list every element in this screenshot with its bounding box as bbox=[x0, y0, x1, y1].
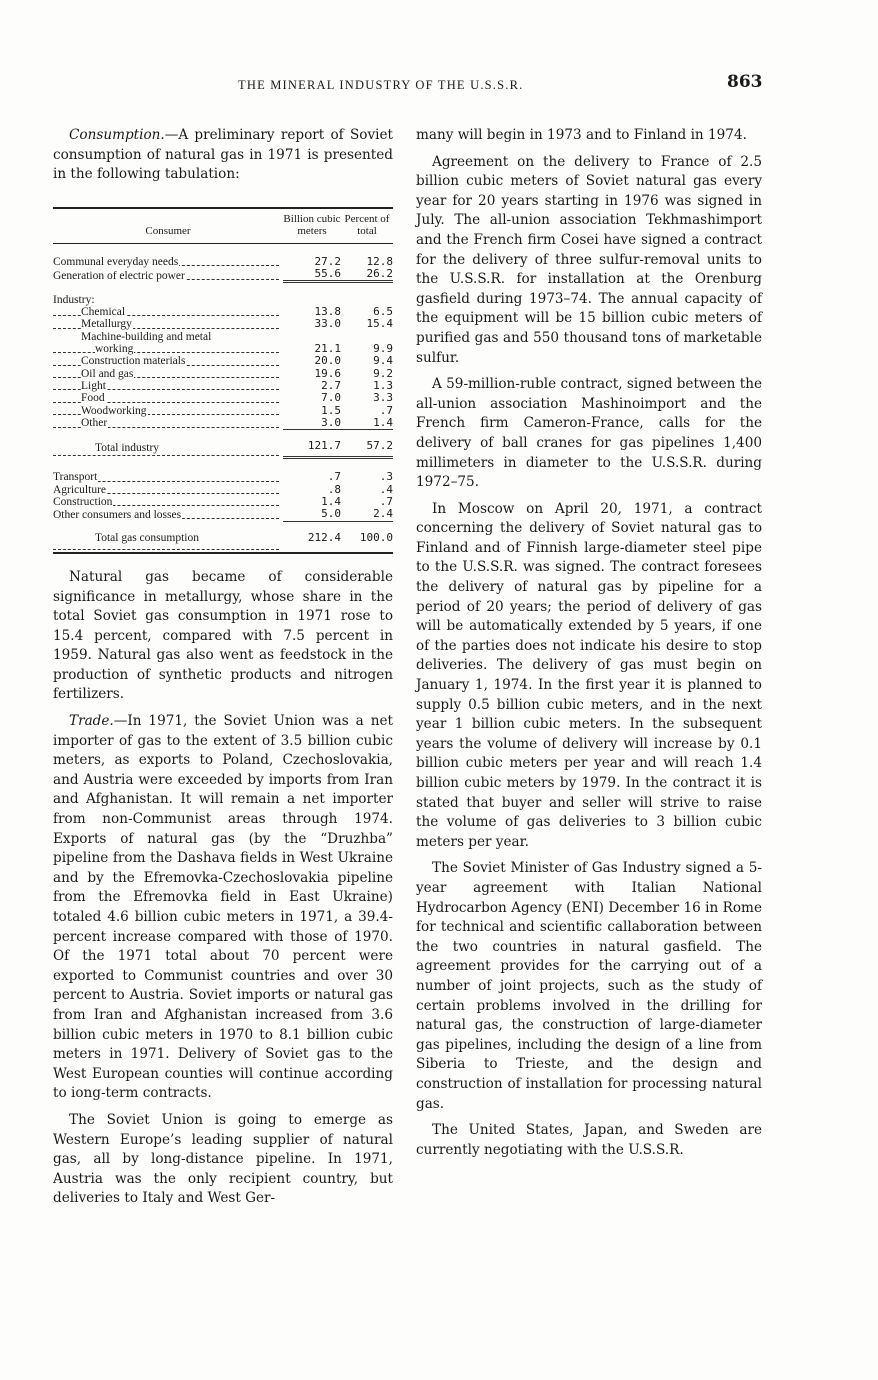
running-head: THE MINERAL INDUSTRY OF THE U.S.S.R. bbox=[238, 78, 524, 92]
ruble-contract-paragraph: A 59-million-ruble contract, signed between the all-union association Mashinoimport and the French firm Cameron-France, calls for the delivery of ball cranes for gas pipelines 1,400 millimeters in diameter to the U.S.S.R. during 1972–75. bbox=[416, 376, 762, 491]
left-column bbox=[53, 126, 393, 1209]
table-row-total-industry: Total industry 121.7 57.2 bbox=[53, 430, 393, 458]
table-row: working 21.1 9.9 bbox=[53, 343, 393, 355]
column-header-billion: Billion cubic meters bbox=[283, 208, 341, 244]
consumption-table bbox=[53, 207, 393, 554]
moscow-contract-paragraph: In Moscow on April 20, 1971, a contract concerning the delivery of Soviet natural gas to Finland and of Finnish large-diameter steel pipe to the U.S.S.R. was signed. The contract foresees the delivery of natural gas by pipeline for a period of 20 years; the period of delivery of gas will be automatically extended by 5 years, if one of the parties does not indicate his desire to stop deliveries. The delivery of gas must begin on January 1, 1974. In the first year it is planned to supply 0.5 billion cubic meters, and in the next year 1 billion cubic meters. In the subsequent years the volume of delivery will increase by 0.1 billion cubic meters per year and will reach 1.4 billion cubic meters by 1979. In the contract it is stated that buyer and seller will strive to raise the volume of gas deliveries to 3 billion cubic meters per year. bbox=[416, 500, 762, 850]
france-paragraph: Agreement on the delivery to France of 2.5 billion cubic meters of Soviet natural gas every year for 20 years starting in 1976 was signed in July. The all-union association Tekhmashimport and the French firm Cosei have signed a contract for the delivery of three sulfur-removal units to the U.S.S.R. for installation at the Orenburg gasfield during 1973–74. The annual capacity of the equipment will be 15 billion cubic meters of purified gas and 550 thousand tons of marketable sulfur. bbox=[416, 153, 762, 366]
page-number: 863 bbox=[727, 72, 763, 92]
column-header-percent: Percent of total bbox=[341, 208, 393, 244]
consumption-heading: Consumption. bbox=[69, 127, 165, 143]
table-row: Communal everyday needs 27.2 12.8 bbox=[53, 243, 393, 268]
italy-agreement-paragraph: The Soviet Minister of Gas Industry signed a 5-year agreement with Italian National Hydrocarbon Agency (ENI) December 16 in Rome for technical and scientific callaboration between the two countries in natural gasfield. The agreement provides for the carrying out of a number of joint projects, such as the study of certain problems involved in the drilling for natural gas, the construction of large-diameter gas pipelines, including the design of a line from Siberia to Trieste, and the design and construction of installation for processing natural gas. bbox=[416, 860, 762, 1112]
continued-paragraph: many will begin in 1973 and to Finland in 1974. bbox=[416, 127, 747, 143]
page-header bbox=[0, 72, 878, 96]
table-row: Light 2.7 1.3 bbox=[53, 380, 393, 392]
table-row: Metallurgy 33.0 15.4 bbox=[53, 318, 393, 330]
right-column bbox=[416, 126, 762, 1160]
table-row: Construction materials 20.0 9.4 bbox=[53, 355, 393, 367]
column-header-consumer: Consumer bbox=[53, 208, 283, 244]
consumption-paragraph: Consumption.—A preliminary report of Soviet consumption of natural gas in 1971 is presented in the following tabulation: bbox=[53, 127, 393, 183]
table-row: Oil and gas 19.6 9.2 bbox=[53, 368, 393, 380]
table-row: Transport .7 .3 bbox=[53, 458, 393, 484]
trade-paragraph: Trade.—In 1971, the Soviet Union was a net importer of gas to the extent of 3.5 billion cubic meters, as exports to Poland, Czechoslovakia, and Austria were exceeded by imports from Iran and Afghanistan. It will remain a net importer from non-Communist areas through 1974. Exports of natural gas (by the “Druzhba” pipeline from the Dashava fields in West Ukraine and by the Efremovka-Czechoslovakia pipeline from the Efremovka field in East Ukraine) totaled 4.6 billion cubic meters in 1971, a 39.4-percent increase compared with those of 1970. Of the 1971 total about 70 percent were exported to Communist countries and over 30 percent to Austria. Soviet imports or natural gas from Iran and Afghanistan increased from 3.6 billion cubic meters in 1970 to 8.1 billion cubic meters in 1971. Delivery of Soviet gas to the West European counties will continue according to iong-term contracts. bbox=[53, 713, 393, 1102]
table-row: Woodworking 1.5 .7 bbox=[53, 405, 393, 417]
metallurgy-paragraph: Natural gas became of considerable significance in metallurgy, whose share in the total Soviet gas consumption in 1971 rose to 15.4 percent, compared with 7.5 percent in 1959. Natural gas also went as feedstock in the production of synthetic products and nitrogen fertilizers. bbox=[53, 568, 393, 703]
consumption-table-block bbox=[53, 207, 393, 554]
table-row: Generation of electric power 55.6 26.2 bbox=[53, 267, 393, 282]
table-row: Agriculture .8 .4 bbox=[53, 482, 393, 496]
supplier-paragraph: The Soviet Union is going to emerge as Western Europe’s leading supplier of natural gas, all by long-distance pipeline. In 1971, Austria was the only recipient country, but deliveries to Italy and West Ger- bbox=[53, 1111, 393, 1207]
table-row: Industry: bbox=[53, 293, 95, 306]
table-row: Other consumers and losses 5.0 2.4 bbox=[53, 507, 393, 521]
table-row: Chemical 13.8 6.5 bbox=[53, 306, 393, 318]
trade-heading: Trade. bbox=[69, 713, 114, 730]
table-row: Construction 1.4 .7 bbox=[53, 495, 393, 509]
negotiation-paragraph: The United States, Japan, and Sweden are currently negotiating with the U.S.S.R. bbox=[416, 1122, 762, 1158]
table-header-row bbox=[53, 208, 393, 244]
table-row-total-gas: Total gas consumption 212.4 100.0 bbox=[53, 521, 393, 553]
table-row: Food 7.0 3.3 bbox=[53, 392, 393, 404]
table-row: Other 3.0 1.4 bbox=[53, 417, 393, 430]
table-row: Machine-building and metal bbox=[81, 330, 212, 343]
